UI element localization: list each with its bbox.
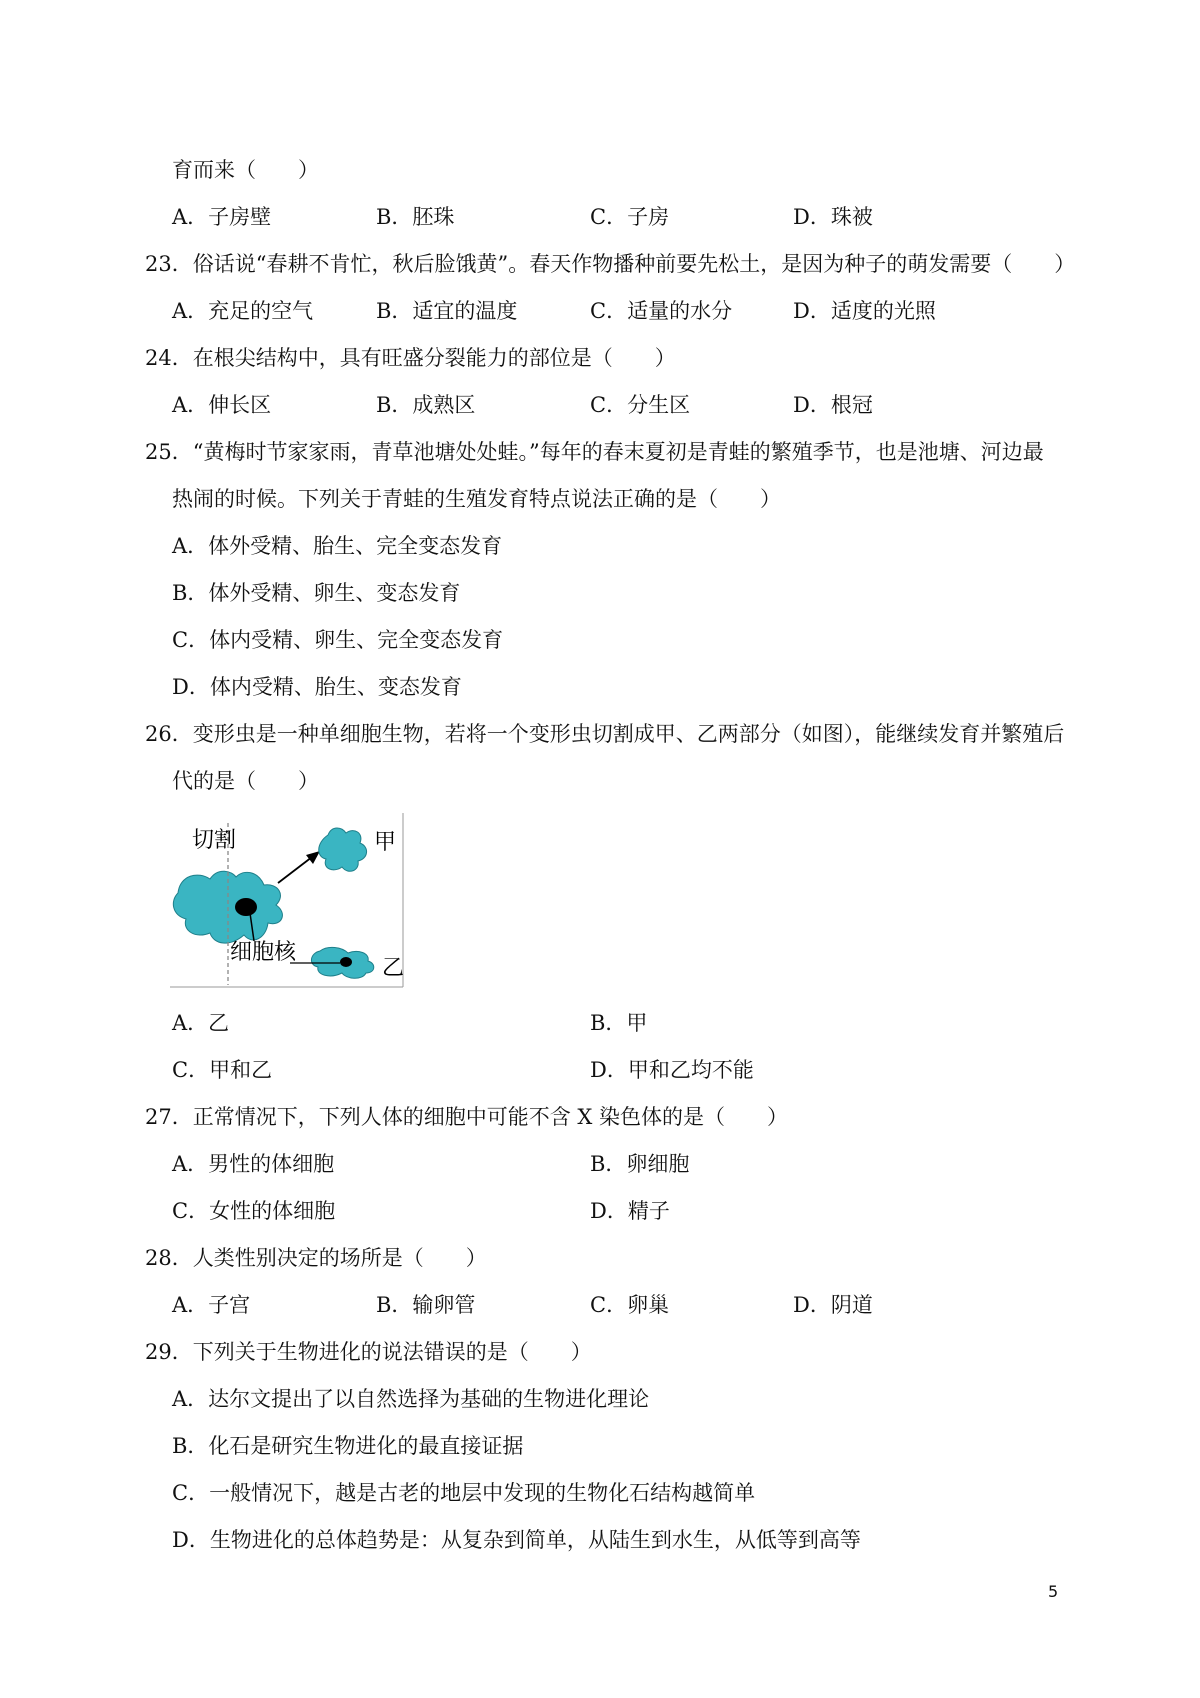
q25-option-b: B．体外受精、卵生、变态发育	[172, 581, 461, 605]
q27-option-a: A．男性的体细胞	[172, 1152, 335, 1176]
amoeba-cutting-figure	[170, 813, 410, 989]
q23-option-d: D．适度的光照	[793, 299, 936, 323]
nucleus	[235, 898, 257, 916]
q29-option-d: D．生物进化的总体趋势是：从复杂到简单，从陆生到水生，从低等到高等	[172, 1528, 861, 1552]
part-a-label: 甲	[374, 830, 397, 855]
q28-option-d: D．阴道	[793, 1293, 873, 1317]
q29-option-b: B．化石是研究生物进化的最直接证据	[172, 1434, 524, 1458]
q24-option-b: B．成熟区	[376, 393, 476, 417]
q23-stem: 23．俗话说“春耕不肯忙，秋后脸饿黄”。春天作物播种前要先松土，是因为种子的萌发需要（ ）	[145, 252, 1076, 276]
q28-stem: 28．人类性别决定的场所是（ ）	[145, 1246, 487, 1270]
q24-option-a: A．伸长区	[172, 393, 272, 417]
q24-option-c: C．分生区	[590, 393, 691, 417]
cut-label: 切割	[192, 828, 237, 853]
nucleus-label: 细胞核	[230, 940, 297, 965]
q23-option-a: A．充足的空气	[172, 299, 314, 323]
q27-option-b: B．卵细胞	[590, 1152, 690, 1176]
q28-option-b: B．输卵管	[376, 1293, 476, 1317]
q28-option-c: C．卵巢	[590, 1293, 670, 1317]
q22-option-b: B．胚珠	[376, 205, 455, 229]
amoeba-diagram	[170, 813, 410, 989]
part-b-label: 乙	[382, 956, 405, 981]
q29-stem: 29．下列关于生物进化的说法错误的是（ ）	[145, 1340, 592, 1364]
q26-option-c: C．甲和乙	[172, 1058, 273, 1082]
q23-option-c: C．适量的水分	[590, 299, 733, 323]
q26-option-a: A．乙	[172, 1011, 230, 1035]
q26-option-b: B．甲	[590, 1011, 648, 1035]
q26-stem: 26．变形虫是一种单细胞生物，若将一个变形虫切割成甲、乙两部分（如图），能继续发育并繁殖后	[145, 722, 1065, 746]
q29-option-c: C．一般情况下，越是古老的地层中发现的生物化石结构越简单	[172, 1481, 756, 1505]
q29-option-a: A．达尔文提出了以自然选择为基础的生物进化理论	[172, 1387, 650, 1411]
q23-option-b: B．适宜的温度	[376, 299, 518, 323]
q26-option-d: D．甲和乙均不能	[590, 1058, 754, 1082]
q22-option-d: D．珠被	[793, 205, 873, 229]
arrow-head	[306, 851, 320, 864]
q25-option-c: C．体内受精、卵生、完全变态发育	[172, 628, 504, 652]
q25-stem-continued: 热闹的时候。下列关于青蛙的生殖发育特点说法正确的是（ ）	[172, 487, 781, 511]
q22-option-a: A．子房壁	[172, 205, 272, 229]
arrow-shaft	[278, 857, 312, 883]
q24-option-d: D．根冠	[793, 393, 873, 417]
q28-option-a: A．子宫	[172, 1293, 251, 1317]
amoeba-part-a	[319, 828, 367, 871]
q27-option-c: C．女性的体细胞	[172, 1199, 336, 1223]
q27-stem: 27．正常情况下，下列人体的细胞中可能不含 X 染色体的是（ ）	[145, 1105, 789, 1129]
q25-option-d: D．体内受精、胎生、变态发育	[172, 675, 462, 699]
part-b-nucleus	[340, 957, 352, 967]
q26-stem-continued: 代的是（ ）	[172, 769, 319, 793]
q22-continuation: 育而来（ ）	[172, 158, 319, 182]
q22-option-c: C．子房	[590, 205, 670, 229]
q25-option-a: A．体外受精、胎生、完全变态发育	[172, 534, 503, 558]
q24-stem: 24．在根尖结构中，具有旺盛分裂能力的部位是（ ）	[145, 346, 676, 370]
page-number: 5	[1048, 1582, 1059, 1601]
q27-option-d: D．精子	[590, 1199, 670, 1223]
q25-stem: 25．“黄梅时节家家雨，青草池塘处处蛙。”每年的春末夏初是青蛙的繁殖季节，也是池塘、河边最	[145, 440, 1044, 464]
